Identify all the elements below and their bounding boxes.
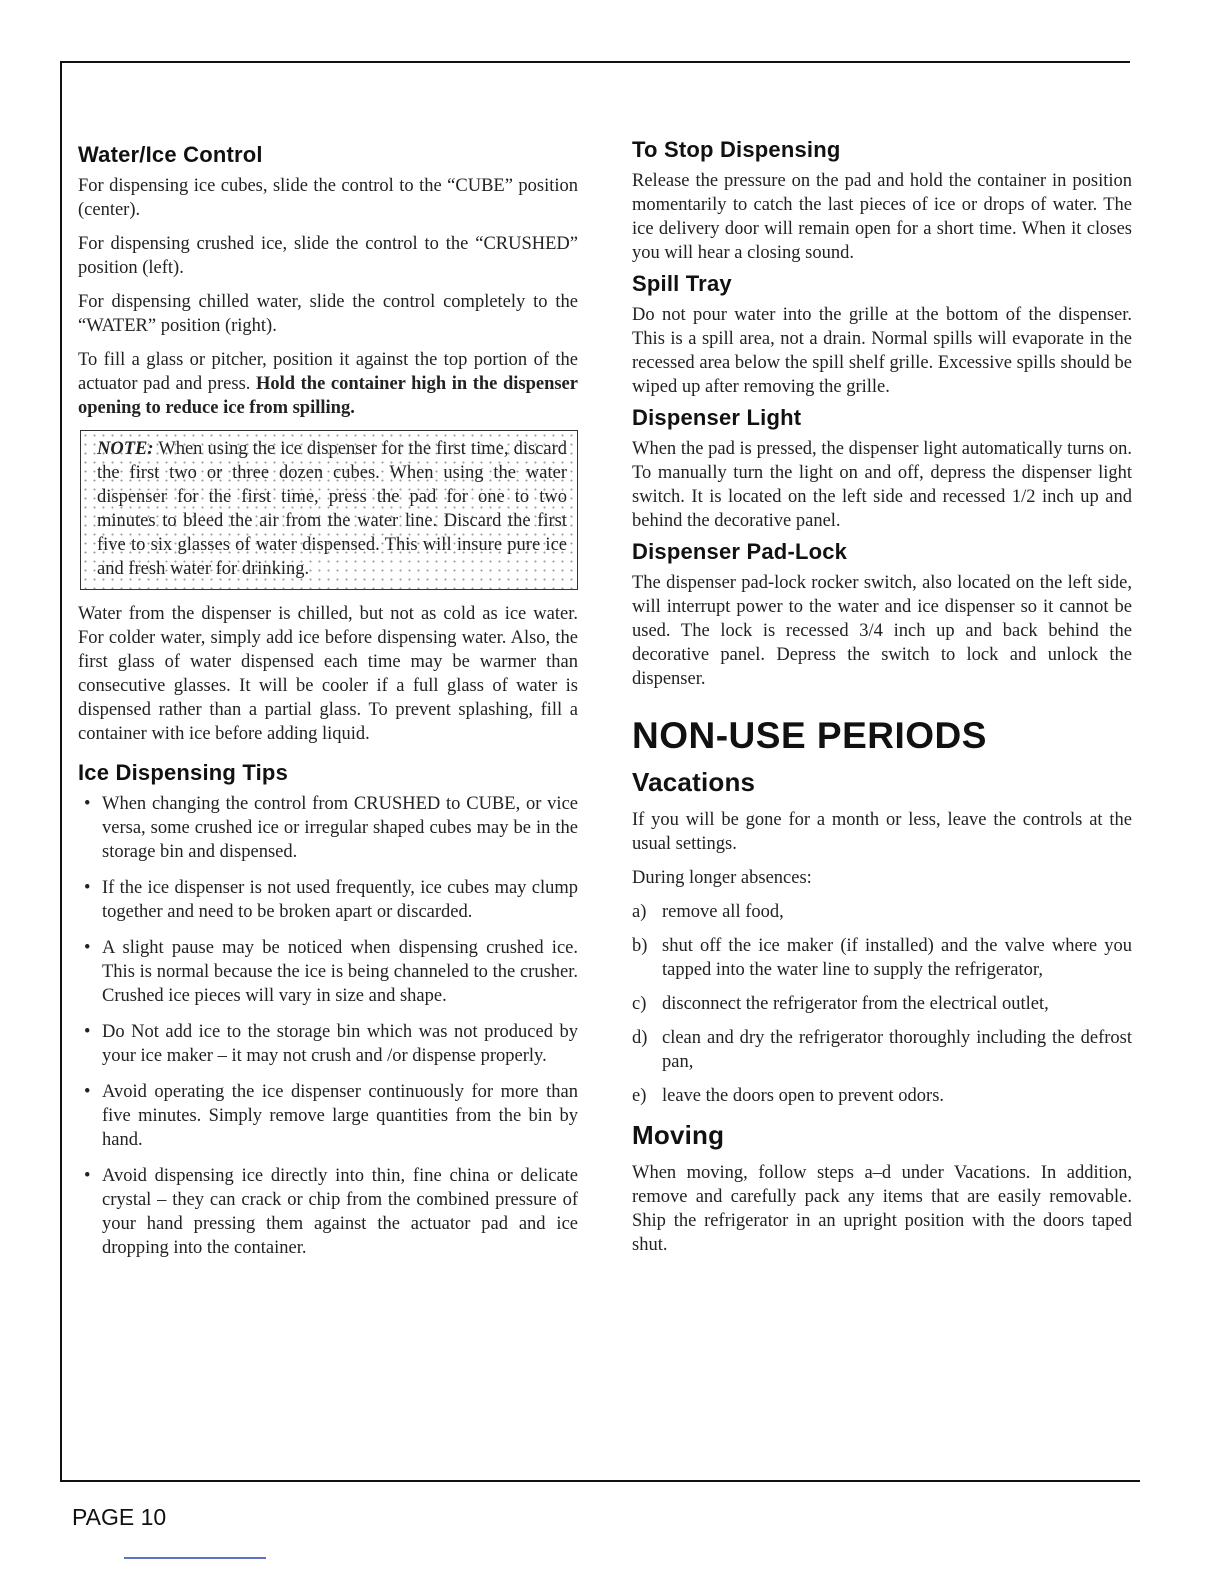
spill-text: Do not pour water into the grille at the bottom of the dispenser. This is a spill area, not a drain. Normal spills will evaporate in the recessed area below the spill shelf grille. Excessive spills should be wiped up after removing the grille. xyxy=(632,305,1132,397)
list-item: c) disconnect the refrigerator from the electrical outlet, xyxy=(632,994,1049,1014)
list-item: d) clean and dry the refrigerator thoroughly including the defrost pan, xyxy=(632,1028,1132,1072)
page-number: PAGE 10 xyxy=(72,1504,167,1530)
list-item: • Avoid operating the ice dispenser continuously for more than five minutes. Simply remove large quantities from the bin by hand. xyxy=(84,1082,578,1150)
water-ice-p4-text: To fill a glass or pitcher, position it against the top portion of the actuator pad and press. xyxy=(78,350,578,394)
water-ice-p1: For dispensing ice cubes, slide the control to the “CUBE” position (center). xyxy=(78,176,578,220)
list-item: • A slight pause may be noticed when dispensing crushed ice. This is normal because the ice is being channeled to the crusher. Crushed ice pieces will vary in size and shape. xyxy=(84,938,578,1006)
stop-heading: To Stop Dispensing xyxy=(632,137,841,162)
water-ice-p4 xyxy=(78,348,578,420)
stop-text: Release the pressure on the pad and hold the container in position momentarily to catch the last pieces of ice or drops of water. The ice delivery door will remain open for a short time. When it closes you will hear a closing sound. xyxy=(632,171,1132,263)
bullet-icon: • xyxy=(84,878,91,898)
list-item: • If the ice dispenser is not used frequently, ice cubes may clump together and need to be broken apart or discarded. xyxy=(84,878,578,922)
bullet-icon: • xyxy=(84,1166,91,1186)
list-item: • Avoid dispensing ice directly into thin, fine china or delicate crystal – they can crack or chip from the combined pressure of your hand pressing them against the actuator pad and ice dropping into the container. xyxy=(84,1166,578,1258)
footer-accent-line xyxy=(124,1557,266,1559)
moving-heading: Moving xyxy=(632,1120,725,1150)
ice-tips-list xyxy=(78,792,578,1260)
bottom-rule xyxy=(60,1480,1140,1482)
water-ice-heading: Water/Ice Control xyxy=(78,142,263,167)
right-column xyxy=(632,137,1132,1267)
note-box xyxy=(80,430,578,590)
light-text: When the pad is pressed, the dispenser light automatically turns on. To manually turn the light on and off, depress the dispenser light switch. It is located on the left side and recessed 1/2 inch up and behind the decorative panel. xyxy=(632,439,1132,531)
water-ice-p5: Water from the dispenser is chilled, but not as cold as ice water. For colder water, simply add ice before dispensing water. Also, the first glass of water dispensed each time may be warmer than consecutive glasses. It will be cooler if a full glass of water is dispensed rather than a partial glass. To prevent splashing, fill a container with ice before adding liquid. xyxy=(78,604,578,744)
list-item: e) leave the doors open to prevent odors. xyxy=(632,1086,945,1106)
moving-text: When moving, follow steps a–d under Vacations. In addition, remove and carefully pack any items that are easily removable. Ship the refrigerator in an upright position with the doors taped shut. xyxy=(632,1163,1132,1255)
bullet-icon: • xyxy=(84,938,91,958)
note-text: When using the ice dispenser for the first time, discard the first two or three dozen cubes. When using the water dispenser for the first time, press the pad for one to two minutes to bleed the air from the water line. Discard the first five to six glasses of water dispensed. This will insure pure ice and fresh water for drinking. xyxy=(97,439,567,579)
list-item: a) remove all food, xyxy=(632,902,784,922)
top-rule xyxy=(60,61,1130,63)
spill-heading: Spill Tray xyxy=(632,271,732,296)
list-item: b) shut off the ice maker (if installed) and the valve where you tapped into the water line to supply the refrigerator, xyxy=(632,936,1132,980)
list-item: • When changing the control from CRUSHED to CUBE, or vice versa, some crushed ice or irregular shaped cubes may be in the storage bin and dispensed. xyxy=(84,794,578,862)
bullet-icon: • xyxy=(84,1022,91,1042)
bullet-icon: • xyxy=(84,794,91,814)
padlock-text: The dispenser pad-lock rocker switch, also located on the left side, will interrupt power to the water and ice dispenser so it cannot be used. The lock is recessed 3/4 inch up and back behind the decorative panel. Depress the switch to lock and unlock the dispenser. xyxy=(632,573,1132,689)
vacation-steps xyxy=(632,900,1132,1108)
vacations-heading: Vacations xyxy=(632,767,756,797)
left-column xyxy=(78,142,578,1272)
water-ice-p4-bold: Hold the container high in the dispenser opening to reduce ice from spilling. xyxy=(78,374,578,418)
left-rule xyxy=(60,61,62,1481)
vacations-p2: During longer absences: xyxy=(632,868,812,888)
ice-tips-heading: Ice Dispensing Tips xyxy=(78,760,289,785)
non-use-heading: NON-USE PERIODS xyxy=(632,715,987,756)
note-label: NOTE: xyxy=(97,439,154,459)
water-ice-p3: For dispensing chilled water, slide the control completely to the “WATER” position (right). xyxy=(78,292,578,336)
padlock-heading: Dispenser Pad-Lock xyxy=(632,539,848,564)
list-item: • Do Not add ice to the storage bin which was not produced by your ice maker – it may not crush and /or dispense properly. xyxy=(84,1022,578,1066)
water-ice-p2: For dispensing crushed ice, slide the control to the “CRUSHED” position (left). xyxy=(78,234,578,278)
light-heading: Dispenser Light xyxy=(632,405,802,430)
bullet-icon: • xyxy=(84,1082,91,1102)
vacations-p1: If you will be gone for a month or less, leave the controls at the usual settings. xyxy=(632,810,1132,854)
